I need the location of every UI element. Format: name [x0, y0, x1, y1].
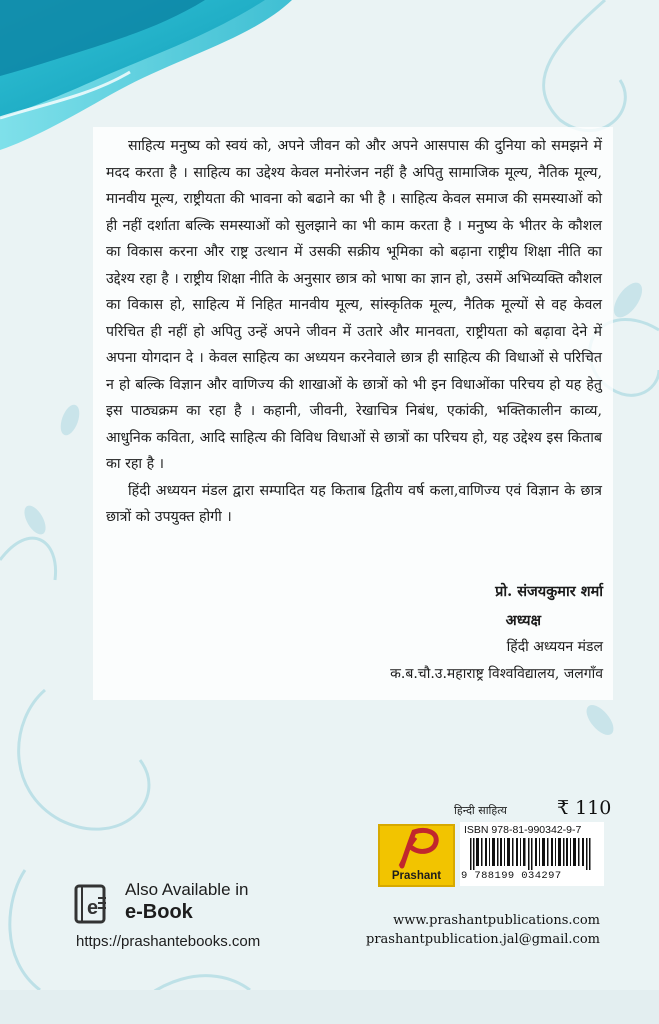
blurb-text: [106, 133, 602, 531]
publisher-email-link[interactable]: prashantpublication.jal@gmail.com: [366, 932, 600, 947]
signatory-name: प्रो. संजयकुमार शर्मा: [495, 583, 603, 600]
barcode-digits: 9 788199 034297: [461, 870, 562, 882]
ebook-icon: [74, 884, 110, 926]
ebook-store-link[interactable]: https://prashantebooks.com: [76, 933, 261, 950]
isbn-number: ISBN 978-81-990342-9-7: [464, 824, 582, 836]
signatory-university: क.ब.चौ.उ.महाराष्ट्र विश्वविद्यालय, जलगाँव: [390, 666, 603, 682]
publisher-logo-text: Prashant: [391, 870, 442, 882]
isbn-barcode: [460, 822, 604, 886]
ebook-availability-text: Also Available in: [125, 880, 249, 899]
signatory-department: हिंदी अध्ययन मंडल: [506, 639, 603, 655]
ebook-format-text: e-Book: [125, 901, 193, 923]
price-label: ₹ 110: [557, 797, 612, 819]
svg-text:e: e: [87, 897, 99, 919]
barcode-bars-icon: [462, 838, 602, 870]
blurb-paragraph-1: साहित्य मनुष्य को स्वयं को, अपने जीवन को और अपने आसपास की दुनिया को समझने में मदद करता है । साहित्य का उद्देश्य केवल मनोरंजन नहीं है अपितु सामाजिक मूल्य, नैतिक मूल्य, मानवीय मूल्य, राष्ट्रीयता की भावना को बढाने का भी है । साहित्य केवल समाज की समस्याओं को ही नहीं दर्शाता बल्कि समस्याओं को सुलझाने का भी काम करता है । मनुष्य के भीतर के कौशल का विकास करना और राष्ट्र उत्थान में उसकी सक्रीय भूमिका को बढ़ाना राष्ट्रीय शिक्षा नीति का उद्देश्य रहा है । राष्ट्रीय शिक्षा नीति के अनुसार छात्र को भाषा का ज्ञान हो, उसमें अभिव्यक्ति कौशल का विकास हो, साहित्य में निहित मानवीय मूल्य, सांस्कृतिक मूल्य, नैतिक मूल्यों से वह केवल परिचित ही नहीं हो अपितु उन्हें अपने जीवन में उतारे और मानवता, राष्ट्रीयता को बढ़ावा देने में अपना योगदान दे । केवल साहित्य का अध्ययन करनेवाले छात्र ही साहित्य की विधाओं से परिचित न हो बल्कि विज्ञान और वाणिज्य की शाखाओं के छात्रों को भी इन विधाओंका परिचय हो यह हेतु इस पाठ्यक्रम का रहा है । कहानी, जीवनी, रेखाचित्र निबंध, एकांकी, भक्तिकालीन काव्य, आधुनिक कविता, आदि साहित्य की विविध विधाओं से छात्रों का परिचय हो, यह उद्देश्य इस किताब का रहा है ।: [106, 138, 602, 472]
signatory-role: अध्यक्ष: [505, 612, 541, 629]
prashant-p-icon: [380, 826, 453, 872]
publisher-website-link[interactable]: www.prashantpublications.com: [393, 913, 600, 928]
genre-label: हिन्दी साहित्य: [454, 804, 507, 817]
signature-block: [273, 581, 603, 691]
blurb-paragraph-2: हिंदी अध्ययन मंडल द्वारा सम्पादित यह किताब द्वितीय वर्ष कला,वाणिज्य एवं विज्ञान के छात्र छात्रों को उपयुक्त होगी ।: [106, 482, 602, 525]
publisher-logo: [378, 824, 455, 887]
